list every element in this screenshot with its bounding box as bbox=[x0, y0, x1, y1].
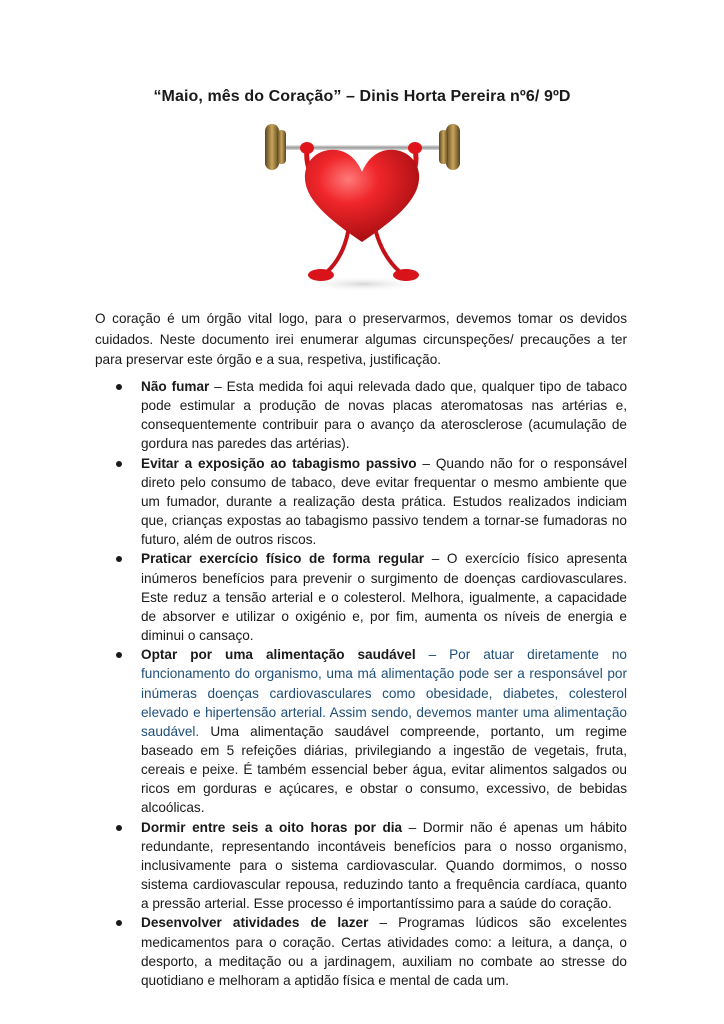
item-text: Uma alimentação saudável compreende, portanto, um regime baseado em 5 refeições diárias, privilegiando a ingestão de vegetais, fruta, cereais e peixe. É também essencial beber água, evitar alimentos salgados ou ricos em gorduras e açúcares, e obstar o consumo, excessivo, de bebidas alcoólicas. bbox=[141, 723, 627, 816]
item-heading: Não fumar bbox=[141, 379, 210, 394]
list-item bbox=[95, 645, 627, 817]
list-item bbox=[95, 549, 627, 645]
item-text: – Esta medida foi aqui relevada dado que, qualquer tipo de tabaco pode estimular a produção de novas placas ateromatosas nas artérias e, consequentemente contribuir para o avanço da aterosclerose (acumulação de gordura nas paredes das artérias). bbox=[141, 379, 627, 452]
item-text: – Dormir não é apenas um hábito redundante, representando incontáveis benefícios para o nosso organismo, inclusivamente para o sistema cardiovascular. Quando dormimos, o nosso sistema cardiovascular repousa, reduzindo tanto a frequência cardíaca, quanto a pressão arterial. Esse processo é importantíssimo para a saúde do coração. bbox=[141, 819, 627, 912]
bullet-icon bbox=[116, 652, 122, 658]
bullet-icon bbox=[116, 920, 122, 926]
item-heading: Dormir entre seis a oito horas por dia bbox=[141, 819, 403, 835]
bullet-icon bbox=[116, 461, 122, 467]
item-text: – O exercício físico apresenta inúmeros benefícios para prevenir o surgimento de doenças cardiovasculares. Este reduz a tensão arterial e o colesterol. Melhora, igualmente, a capacidade de absorver e utilizar o oxigénio e, por fim, aumenta os níveis de energia e diminui o cansaço. bbox=[141, 551, 628, 644]
list-item bbox=[95, 913, 627, 990]
item-heading: Praticar exercício físico de forma regular bbox=[141, 551, 425, 567]
item-heading: Desenvolver atividades de lazer bbox=[141, 915, 369, 931]
list-item bbox=[95, 818, 627, 914]
heart-lifting-barbell-icon bbox=[255, 112, 470, 294]
item-text-blue: – Por atuar diretamente no funcionamento do organismo, uma má alimentação pode ser a responsável por inúmeras doenças cardiovasculares como obesidade, diabetes, colesterol elevado e hipertensão arterial. Assim sendo, devemos manter uma alimentação saudável. bbox=[141, 647, 627, 739]
precautions-list bbox=[95, 377, 627, 990]
item-heading: Optar por uma alimentação saudável bbox=[141, 647, 416, 663]
item-heading: Evitar a exposição ao tabagismo passivo bbox=[141, 455, 417, 471]
bullet-icon bbox=[116, 384, 122, 390]
list-item bbox=[95, 454, 627, 550]
intro-paragraph bbox=[95, 309, 627, 371]
page-title: “Maio, mês do Coração” – Dinis Horta Pereira nº6/ 9ºD bbox=[153, 88, 571, 105]
bullet-icon bbox=[116, 825, 122, 831]
item-text: – Quando não for o responsável direto pelo consumo de tabaco, deve evitar frequentar o mesmo ambiente que um fumador, durante a realização desta prática. Estudos realizados indiciam que, crianças expostas ao tabagismo passivo tendem a tornar-se fumadoras no futuro, além de outros riscos. bbox=[141, 455, 628, 548]
bullet-icon bbox=[116, 556, 122, 562]
list-item bbox=[95, 377, 627, 454]
item-text: – Programas lúdicos são excelentes medicamentos para o coração. Certas atividades como: a leitura, a dança, o desporto, a meditação ou a jardinagem, auxiliam no combate ao stresse do quotidiano e melhoram a aptidão física e mental de cada um. bbox=[141, 915, 627, 988]
intro-text: O coração é um órgão vital logo, para o preservarmos, devemos tomar os devidos cuidados. Neste documento irei enumerar algumas circunspeções/ precauções a ter para preservar este órgão e a sua, respetiva, justificação. bbox=[95, 311, 627, 367]
